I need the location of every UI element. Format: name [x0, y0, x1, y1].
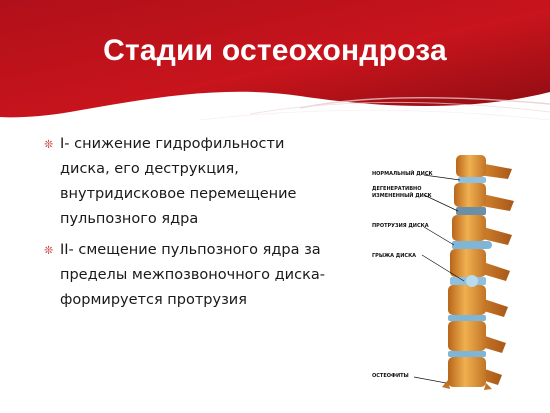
bullet-item-stage-2 — [44, 238, 334, 313]
spine-illustration — [372, 155, 522, 395]
label-hernia: ГРЫЖА ДИСКА — [372, 253, 417, 259]
label-degenerated-disc-2: ИЗМЕНЕННЫЙ ДИСК — [372, 193, 432, 199]
bullet-item-stage-1 — [44, 132, 334, 232]
bullet-marker-icon: ❊ — [44, 138, 54, 151]
label-protrusion: ПРОТРУЗИЯ ДИСКА — [372, 223, 429, 229]
label-normal-disc: НОРМАЛЬНЫЙ ДИСК — [372, 171, 433, 177]
bullet-text: II- смещение пульпозного ядра за пределы межпозвоночного диска- формируется протрузия — [60, 242, 325, 308]
slide-title: Стадии остеохондроза — [103, 34, 447, 67]
label-degenerated-disc-1: ДЕГЕНЕРАТИВНО — [372, 186, 422, 192]
bullet-marker-icon: ❊ — [44, 244, 54, 257]
bullet-list — [44, 132, 334, 319]
bullet-text: I- снижение гидрофильности диска, его деструкция, внутридисковое перемещение пульпозного ядра — [60, 136, 297, 227]
label-osteophytes: ОСТЕОФИТЫ — [372, 373, 409, 379]
